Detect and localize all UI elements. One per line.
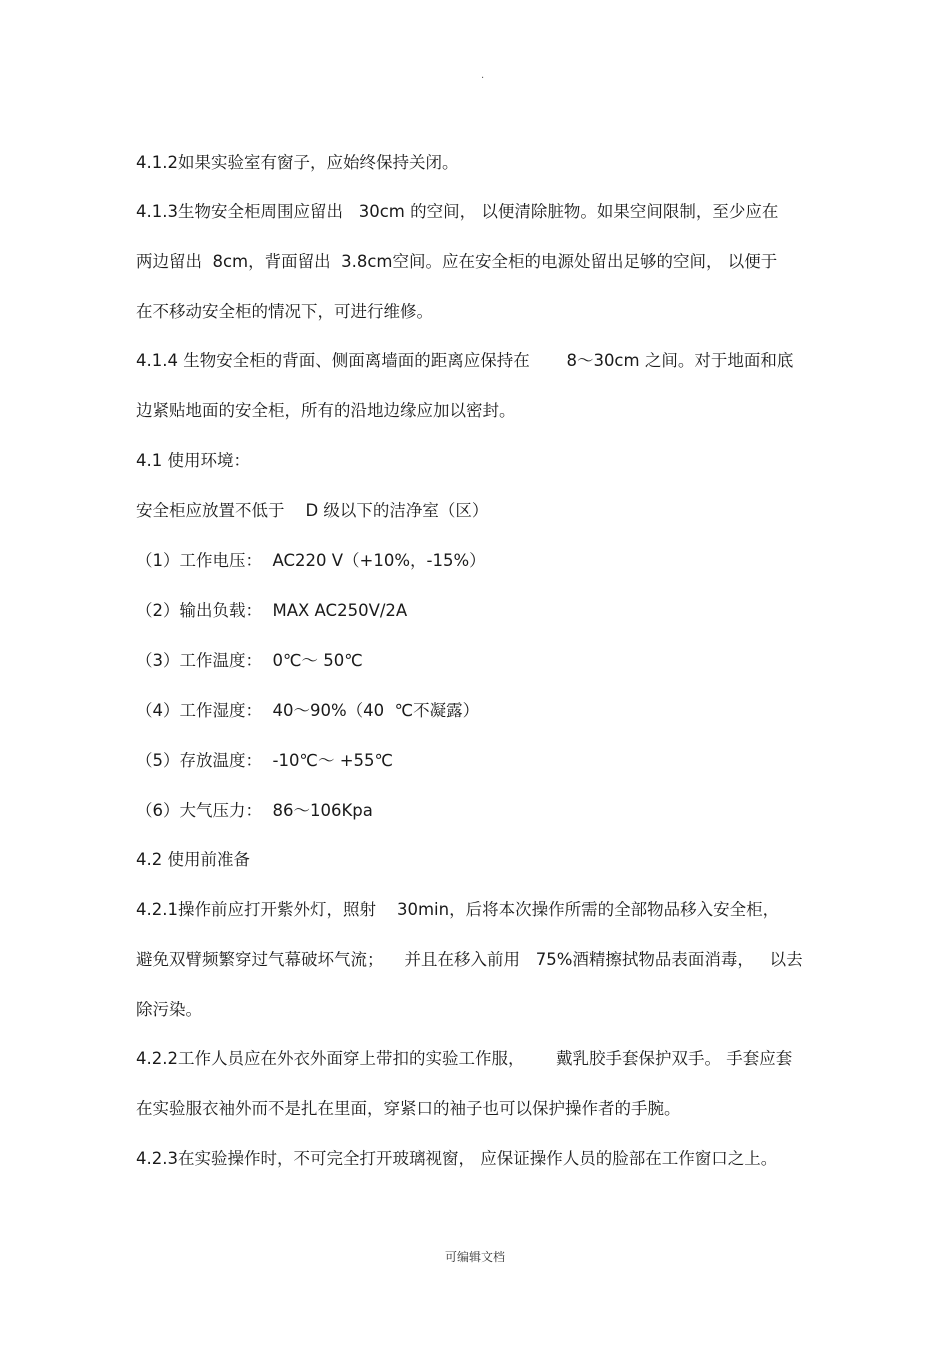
body-line: 在实验服衣袖外而不是扎在里面，穿紧口的袖子也可以保护操作者的手腕。 [136, 1099, 681, 1118]
spec-item: （3）工作温度： 0℃～ 50℃ [136, 651, 363, 670]
spec-item: （5）存放温度： -10℃～ +55℃ [136, 751, 394, 770]
spec-item: （6）大气压力： 86～106Kpa [136, 801, 373, 820]
body-line: 除污染。 [136, 1000, 202, 1019]
body-line: 4.1.4 生物安全柜的背面、侧面离墙面的距离应保持在 8～30cm 之间。对于地面和底 [136, 351, 794, 370]
body-line: 4.2.1操作前应打开紫外灯，照射 30min，后将本次操作所需的全部物品移入安全柜， [136, 900, 780, 919]
section-heading: 4.2 使用前准备 [136, 850, 250, 869]
body-line: 避免双臂频繁穿过气幕破坏气流； 并且在移入前用 75%酒精擦拭物品表面消毒， 以去 [136, 950, 803, 969]
page-footer: 可编辑文档 [444, 1250, 505, 1264]
spec-item: （2）输出负载： MAX AC250V/2A [136, 601, 408, 620]
body-line: 安全柜应放置不低于 D 级以下的洁净室（区） [136, 501, 489, 520]
body-line: 4.2.3在实验操作时，不可完全打开玻璃视窗， 应保证操作人员的脸部在工作窗口之上。 [136, 1149, 778, 1168]
header-mark: . [481, 70, 485, 81]
body-line: 4.2.2工作人员应在外衣外面穿上带扣的实验工作服， 戴乳胶手套保护双手。 手套应套 [136, 1049, 793, 1068]
body-line: 边紧贴地面的安全柜，所有的沿地边缘应加以密封。 [136, 401, 516, 420]
body-line: 4.1.3生物安全柜周围应留出 30cm 的空间， 以便清除脏物。如果空间限制，至少应在 [136, 202, 779, 221]
section-heading: 4.1 使用环境： [136, 451, 250, 470]
body-line: 在不移动安全柜的情况下，可进行维修。 [136, 302, 433, 321]
spec-item: （1）工作电压： AC220 V（+10%，-15%） [136, 551, 486, 570]
body-line: 两边留出 8cm，背面留出 3.8cm空间。应在安全柜的电源处留出足够的空间， 以便于 [136, 252, 778, 271]
spec-item: （4）工作湿度： 40～90%（40 ℃不凝露） [136, 701, 480, 720]
body-line: 4.1.2如果实验室有窗子，应始终保持关闭。 [136, 153, 459, 172]
